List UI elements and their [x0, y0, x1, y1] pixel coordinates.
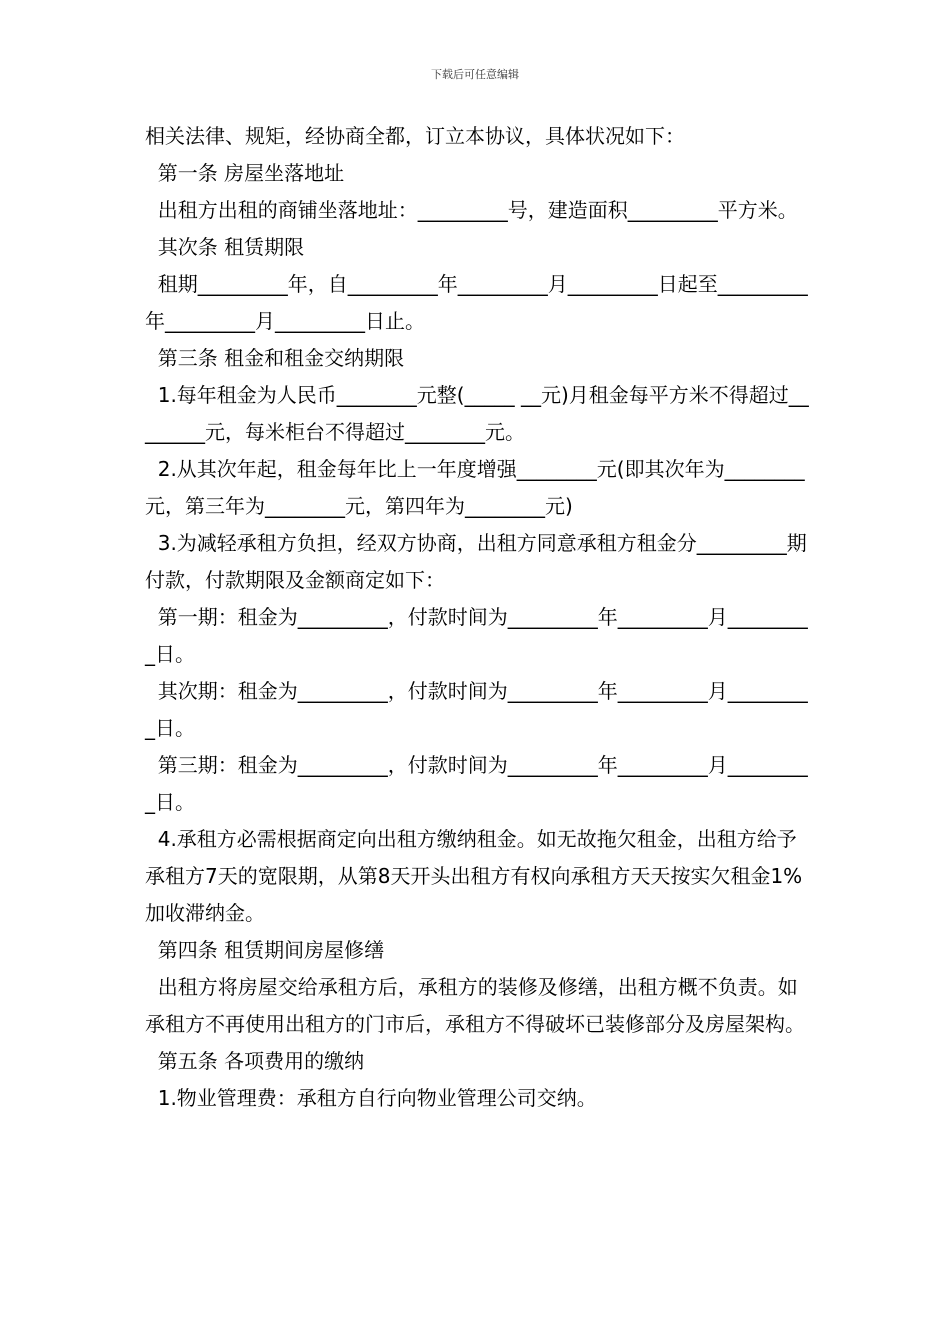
header-note: 下载后可任意编辑 [431, 68, 519, 81]
article-3-clause-3: 3.为减轻承租方负担，经双方协商，出租方同意承租方租金分_________期付款，付款期限及金额商定如下： [145, 531, 807, 592]
paragraph-intro: 相关法律、规矩，经协商全都，订立本协议，具体状况如下： [145, 124, 685, 148]
article-3-clause-1: 1.每年租金为人民币________元整(_____ __元)月租金每平方米不得超过________元，每米柜台不得超过________元。 [145, 383, 809, 444]
article-4-text: 出租方将房屋交给承租方后，承租方的装修及修缮，出租方概不负责。如承租方不再使用出租方的门市后，承租方不得破坏已装修部分及房屋架构。 [145, 975, 805, 1036]
article-4-heading: 第四条 租赁期间房屋修缮 [145, 938, 385, 962]
installment-1: 第一期：租金为_________，付款时间为_________年_________月_________日。 [145, 605, 808, 666]
article-5-clause-1: 1.物业管理费：承租方自行向物业管理公司交纳。 [145, 1086, 597, 1110]
article-3-clause-4: 4.承租方必需根据商定向出租方缴纳租金。如无故拖欠租金，出租方给予承租方7天的宽限期，从第8天开头出租方有权向承租方天天按实欠租金1%加收滞纳金。 [145, 827, 803, 925]
article-1-heading: 第一条 房屋坐落地址 [145, 161, 345, 185]
document-body [145, 118, 815, 1117]
article-2-text: 租期_________年，自_________年_________月_________日起至_________年_________月_________日止。 [145, 272, 808, 333]
article-3-heading: 第三条 租金和租金交纳期限 [145, 346, 405, 370]
article-1-text: 出租方出租的商铺坐落地址：_________号，建造面积_________平方米。 [145, 198, 798, 222]
article-2-heading: 其次条 租赁期限 [145, 235, 305, 259]
article-3-clause-2: 2.从其次年起，租金每年比上一年度增强________元(即其次年为________元，第三年为________元，第四年为________元) [145, 457, 805, 518]
installment-2: 其次期：租金为_________，付款时间为_________年_________月_________日。 [145, 679, 808, 740]
article-5-heading: 第五条 各项费用的缴纳 [145, 1049, 365, 1073]
installment-3: 第三期：租金为_________，付款时间为_________年_________月_________日。 [145, 753, 808, 814]
